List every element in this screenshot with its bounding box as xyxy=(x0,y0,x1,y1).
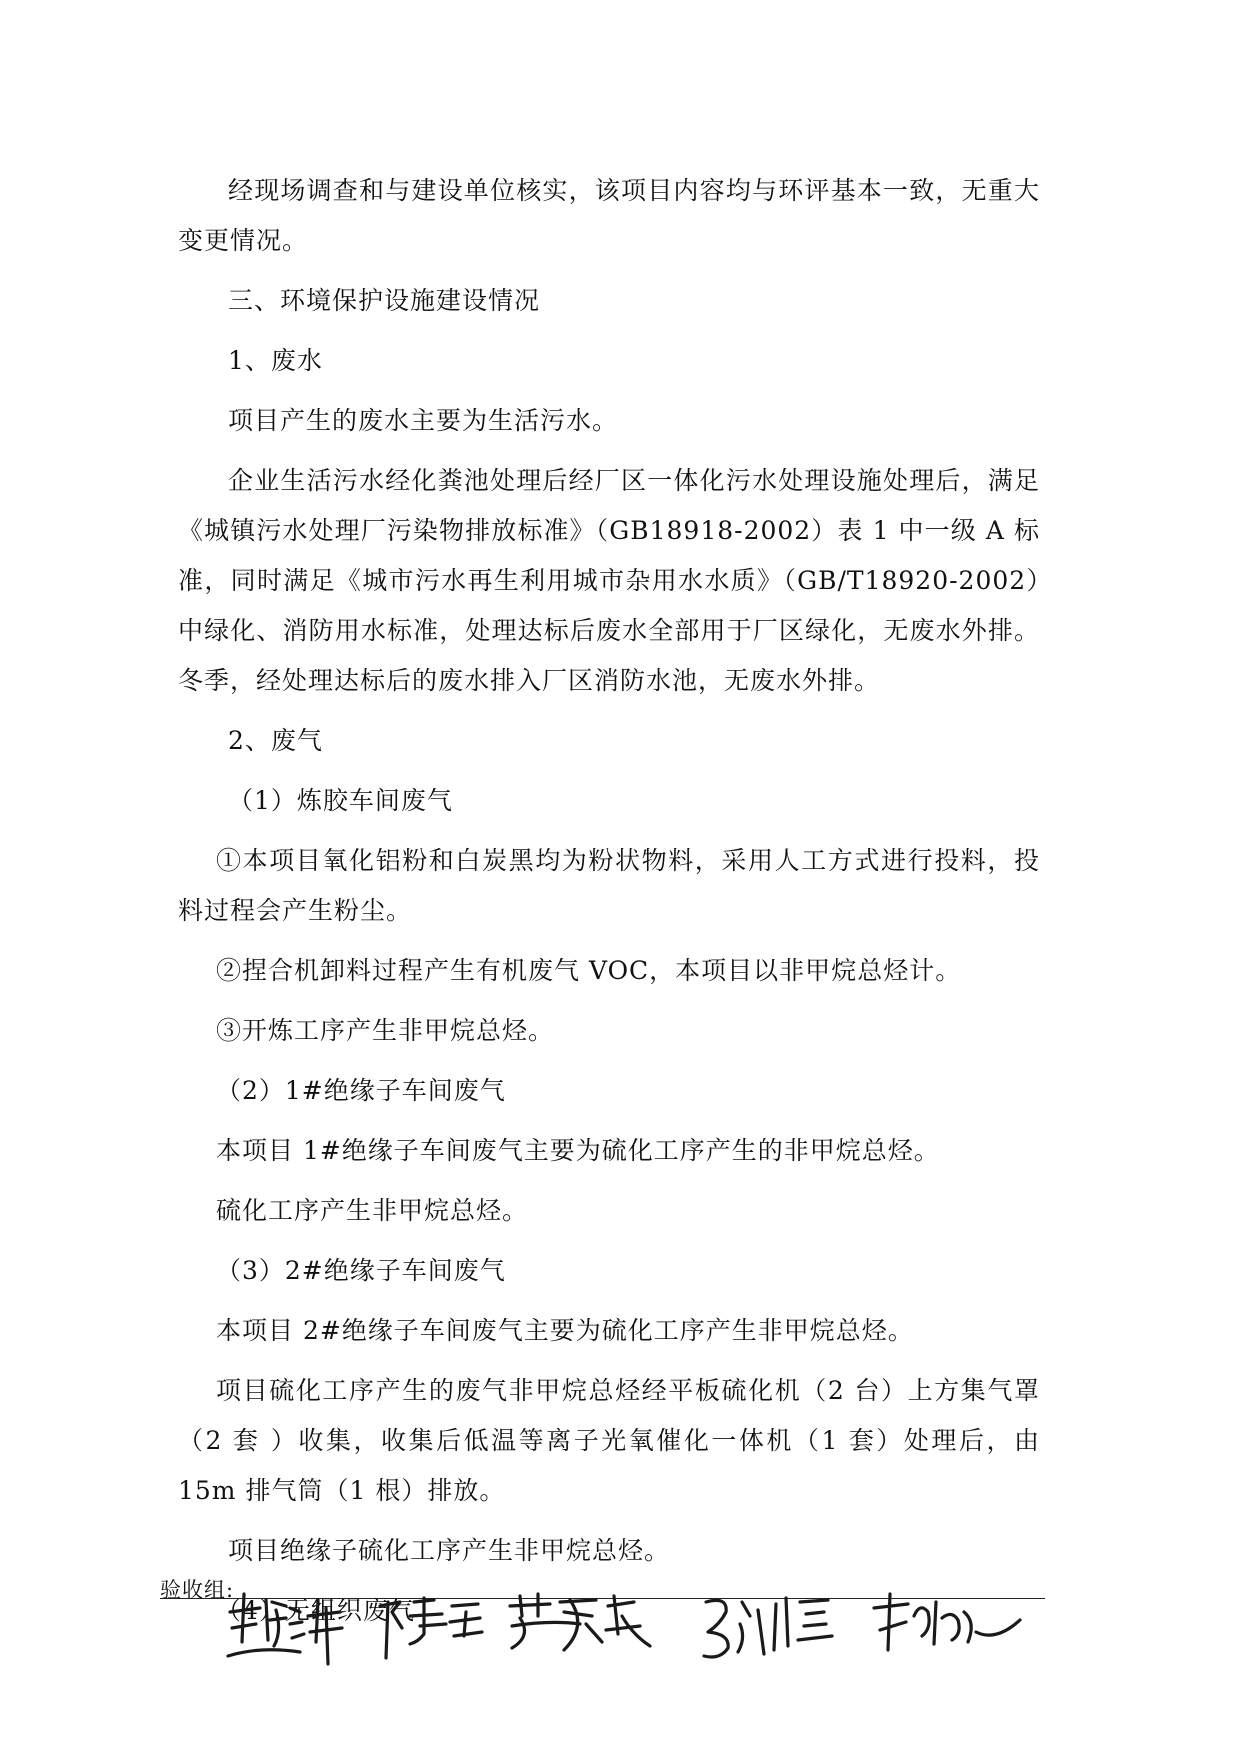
subheading-mixing-workshop: （1）炼胶车间废气 xyxy=(228,786,453,815)
acceptance-team-footer xyxy=(160,1566,1045,1676)
paragraph-workshop-2: 本项目 2#绝缘子车间废气主要为硫化工序产生非甲烷总烃。 xyxy=(216,1316,914,1345)
acceptance-team-label: 验收组: xyxy=(160,1578,235,1602)
paragraph-workshop-1: 本项目 1#绝缘子车间废气主要为硫化工序产生的非甲烷总烃。 xyxy=(216,1136,940,1165)
subheading-fugitive-emissions: （4）无组织废气 xyxy=(216,1596,415,1625)
paragraph-item-2: ②捏合机卸料过程产生有机废气 VOC，本项目以非甲烷总烃计。 xyxy=(216,956,962,985)
body-text xyxy=(178,0,1040,1636)
paragraph-item-3: ③开炼工序产生非甲烷总烃。 xyxy=(216,1016,555,1045)
subheading-insulator-workshop-1: （2）1#绝缘子车间废气 xyxy=(216,1076,506,1105)
paragraph-conclusion: 经现场调查和与建设单位核实，该项目内容均与环评基本一致，无重大变更情况。 xyxy=(178,176,1040,255)
paragraph-wastewater-source: 项目产生的废水主要为生活污水。 xyxy=(228,406,619,435)
paragraph-wastewater-treatment: 企业生活污水经化粪池处理后经厂区一体化污水处理设施处理后，满足《城镇污水处理厂污染物排放标准》（GB18918-2002）表 1 中一级 A 标准，同时满足《城市污水再生利用城市杂用水水质》（GB/T18920-2002）中绿化、消防用水标准，处理达标后废水全部用于厂区绿化，无废水外排。冬季，经处理达标后的废水排入厂区消防水池，无废水外排。 xyxy=(178,466,1040,695)
subheading-exhaust: 2、废气 xyxy=(228,726,323,755)
subheading-wastewater: 1、废水 xyxy=(228,346,323,375)
subheading-insulator-workshop-2: （3）2#绝缘子车间废气 xyxy=(216,1256,506,1285)
handwritten-signatures xyxy=(220,1572,1040,1672)
paragraph-item-1: ①本项目氧化铝粉和白炭黑均为粉状物料，采用人工方式进行投料，投料过程会产生粉尘。 xyxy=(178,846,1040,925)
paragraph-workshop-1-process: 硫化工序产生非甲烷总烃。 xyxy=(216,1196,529,1225)
paragraph-insulator-vulcanization: 项目绝缘子硫化工序产生非甲烷总烃。 xyxy=(228,1536,671,1565)
paragraph-exhaust-treatment: 项目硫化工序产生的废气非甲烷总烃经平板硫化机（2 台）上方集气罩（2 套 ）收集，收集后低温等离子光氧催化一体机（1 套）处理后，由 15m 排气筒（1 根）排放。 xyxy=(178,1376,1040,1505)
section-heading-3: 三、环境保护设施建设情况 xyxy=(228,286,541,315)
